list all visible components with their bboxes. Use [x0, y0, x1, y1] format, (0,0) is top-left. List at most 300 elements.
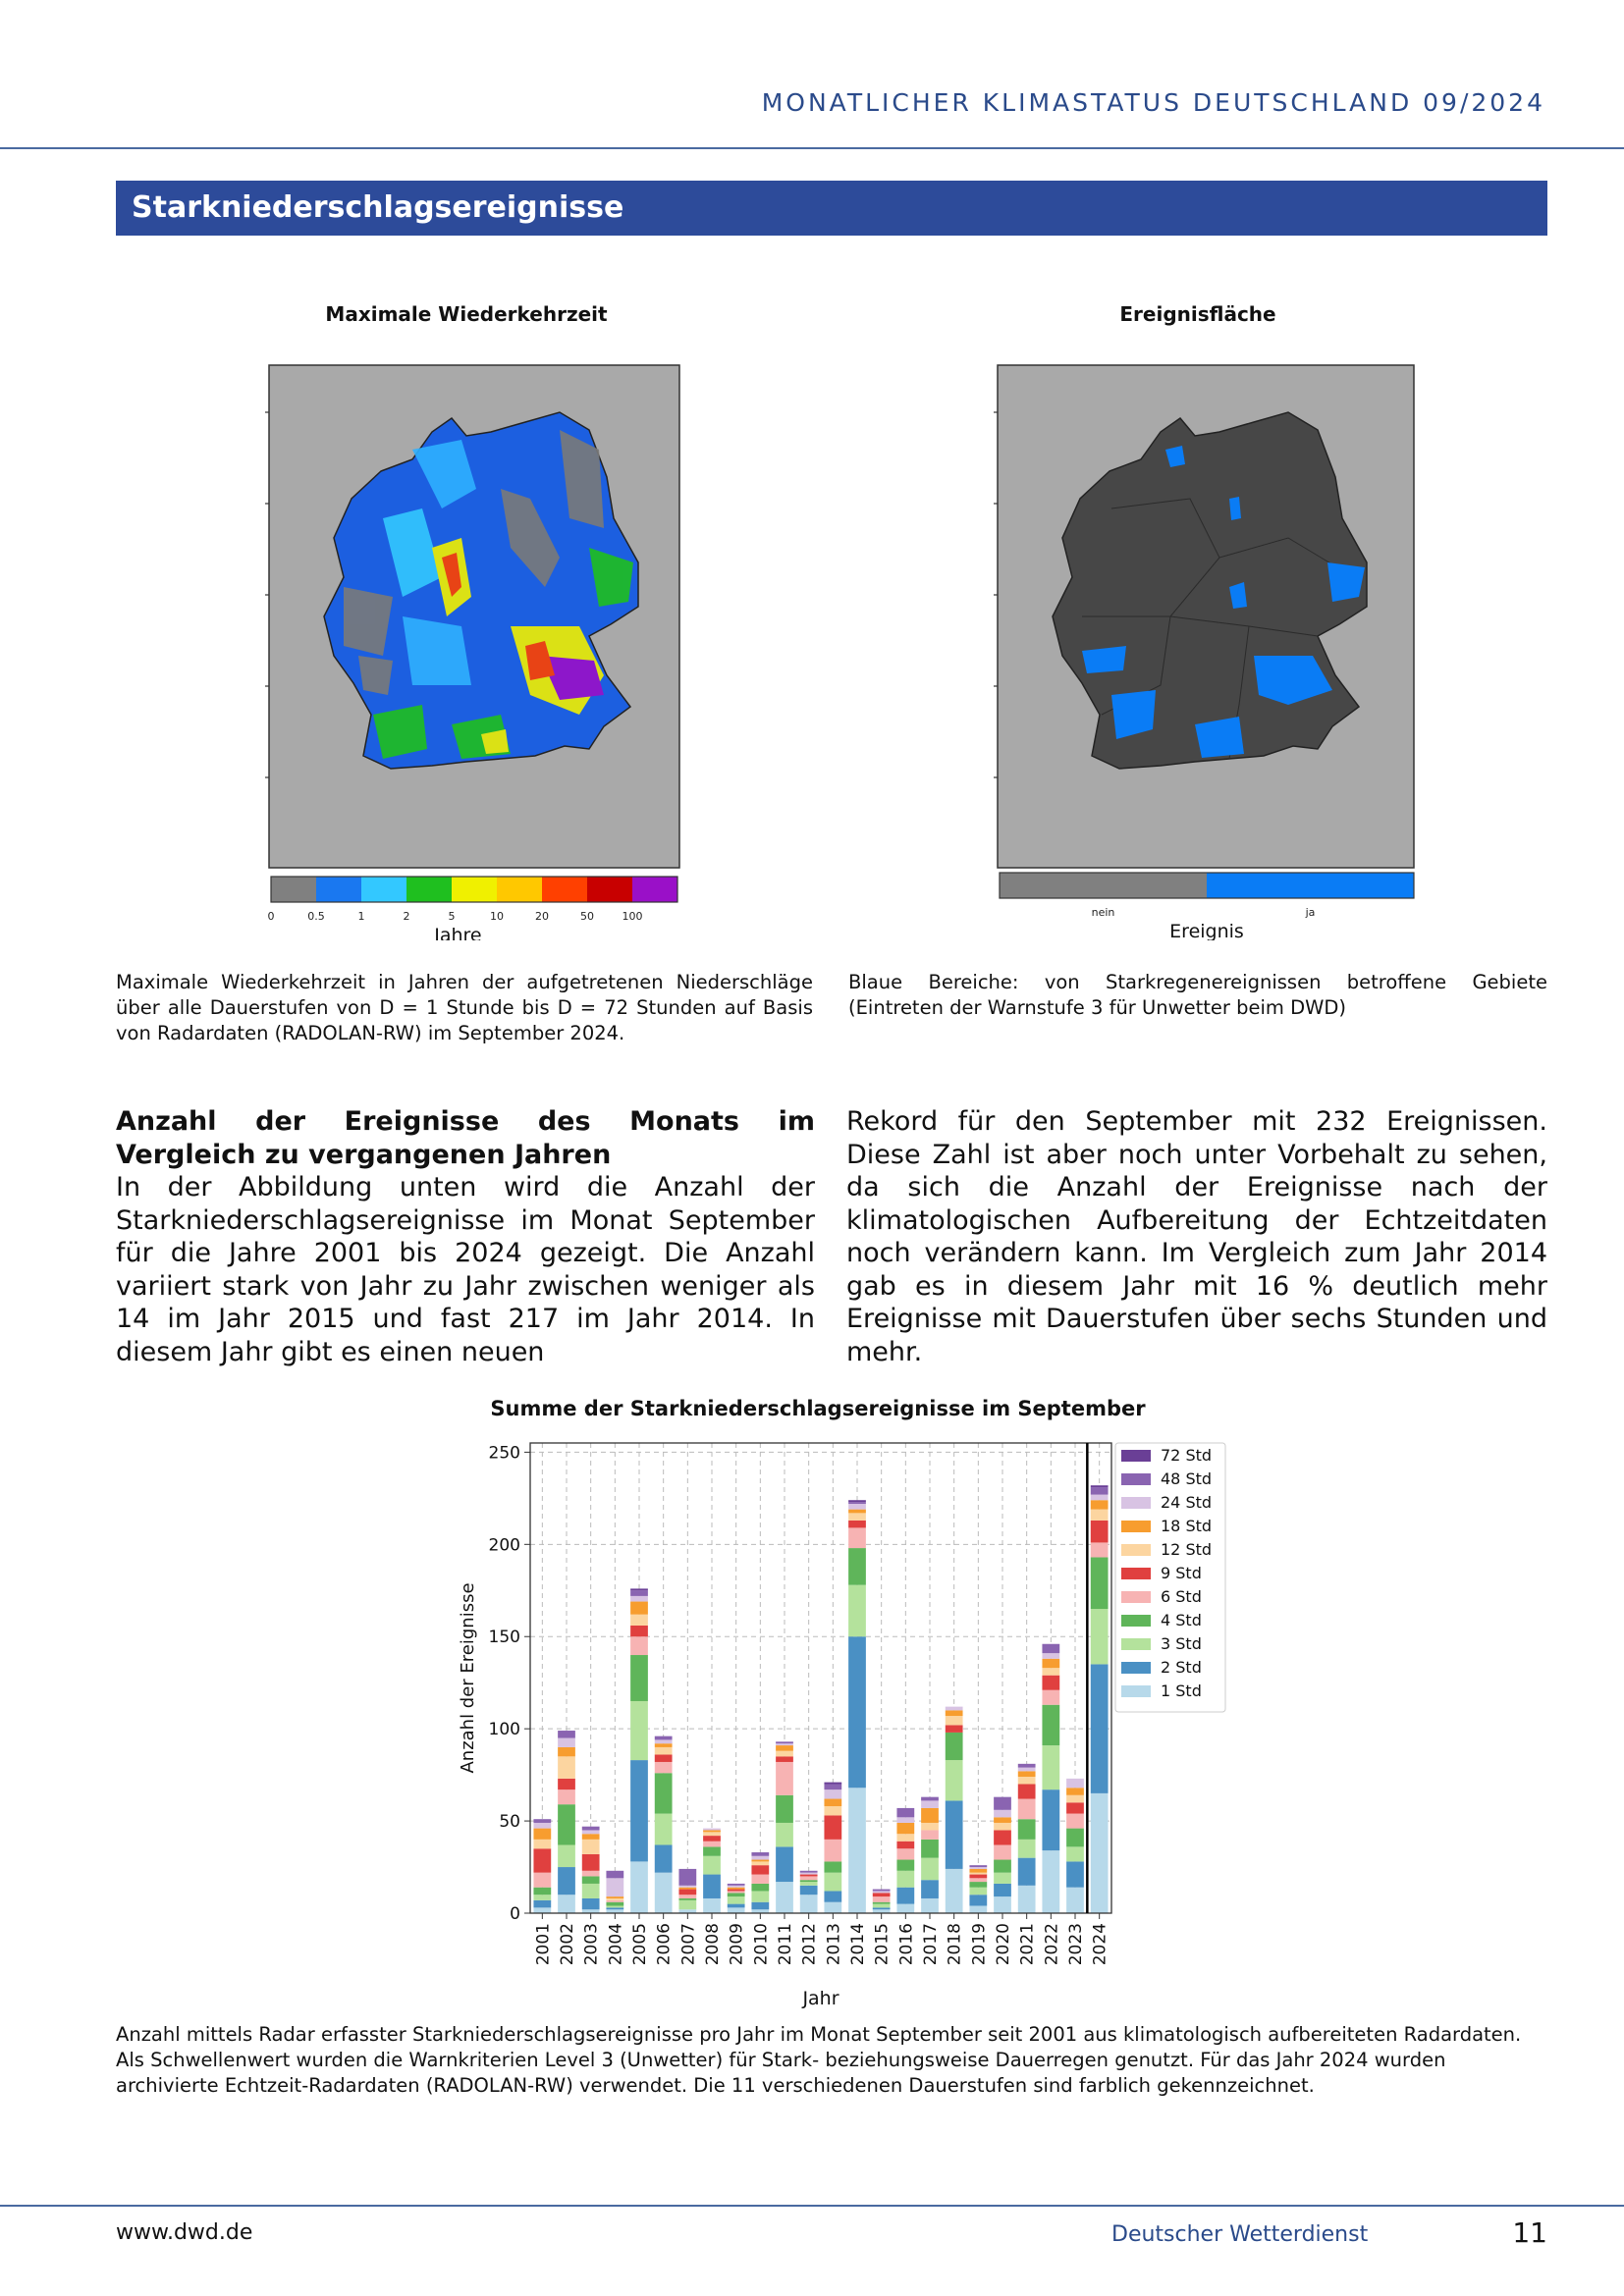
bar-segment [533, 1840, 551, 1848]
bar-segment [994, 1810, 1011, 1818]
colorbar-segment [316, 877, 361, 902]
bar-segment [921, 1858, 939, 1881]
bar-segment [1066, 1795, 1084, 1803]
section-title: Starkniederschlagsereignisse [116, 181, 1547, 236]
bar-segment [824, 1789, 841, 1798]
x-tick-label: 2004 [606, 1923, 626, 1966]
article-right-column [846, 1105, 1547, 1368]
colorbar-tick-label: 50 [580, 910, 594, 923]
bar-segment [1018, 1764, 1036, 1768]
bar-segment [751, 1875, 769, 1884]
bar-segment [873, 1893, 891, 1896]
bar-segment [630, 1588, 648, 1590]
bar-segment [848, 1502, 866, 1504]
report-header-title: MONATLICHER KLIMASTATUS DEUTSCHLAND 09/2024 [761, 88, 1545, 117]
bar-segment [1042, 1745, 1059, 1789]
return-period-map [265, 361, 687, 940]
bar-segment [533, 1823, 551, 1829]
bar-segment [582, 1871, 600, 1877]
bar-segment [776, 1846, 793, 1882]
legend-label: 12 Std [1161, 1540, 1213, 1559]
y-tick-label: 0 [510, 1904, 520, 1924]
colorbar-tick-label: nein [1091, 906, 1115, 919]
x-tick-label: 2012 [799, 1923, 820, 1966]
bar-segment [946, 1725, 963, 1733]
bar-segment [533, 1829, 551, 1840]
event-area-map [994, 361, 1426, 940]
bar-segment [728, 1888, 745, 1890]
bar-segment [946, 1869, 963, 1913]
colorbar-segment [587, 877, 632, 902]
bar-segment [728, 1886, 745, 1888]
x-tick-label: 2008 [703, 1923, 723, 1966]
x-tick-label: 2023 [1066, 1923, 1086, 1966]
bar-segment [921, 1823, 939, 1831]
legend-swatch [1121, 1615, 1151, 1627]
colorbar-tick-label: ja [1305, 906, 1316, 919]
x-tick-label: 2003 [581, 1923, 602, 1966]
bar-segment [1018, 1886, 1036, 1913]
bar-segment [655, 1844, 673, 1872]
header-divider [0, 147, 1624, 149]
bar-segment [558, 1738, 575, 1747]
bar-segment [800, 1873, 818, 1875]
legend-swatch [1121, 1591, 1151, 1603]
article-body-right: Rekord für den September mit 232 Ereignissen. Diese Zahl ist aber noch unter Vorbehalt zu sehen, da sich die Anzahl der Ereignisse nach der klimatologischen Aufbereitung der Echtzeitdaten noch verändern kann. Im Vergleich zum Jahr 2014 gab es in diesem Jahr mit 16 % deutlich mehr Ereignisse mit Dauerstufen über sechs Stunden und mehr. [846, 1106, 1547, 1367]
legend-label: 48 Std [1161, 1469, 1213, 1488]
bar-segment [728, 1884, 745, 1886]
bar-segment [655, 1736, 673, 1740]
bar-segment [873, 1902, 891, 1904]
bar-segment [606, 1907, 623, 1909]
x-tick-label: 2010 [751, 1923, 772, 1966]
bar-segment [800, 1895, 818, 1913]
footer-url[interactable]: www.dwd.de [116, 2220, 253, 2245]
bar-segment [655, 1739, 673, 1743]
x-tick-label: 2019 [969, 1923, 990, 1966]
bar-segment [751, 1902, 769, 1910]
bar-segment [582, 1827, 600, 1831]
x-tick-label: 2020 [994, 1923, 1013, 1966]
bar-segment [630, 1626, 648, 1636]
bar-segment [896, 1904, 914, 1913]
x-tick-label: 2017 [921, 1923, 941, 1966]
bar-segment [896, 1871, 914, 1888]
legend-swatch [1121, 1662, 1151, 1674]
bar-segment [946, 1716, 963, 1725]
bar-segment [1091, 1609, 1109, 1664]
legend-label: 18 Std [1161, 1517, 1213, 1535]
bar-segment [994, 1797, 1011, 1810]
bar-segment [558, 1867, 575, 1895]
bar-segment [1066, 1779, 1084, 1788]
bar-segment [848, 1788, 866, 1913]
colorbar-tick-label: 20 [535, 910, 549, 923]
bar-segment [703, 1846, 721, 1855]
colorbar-segment [632, 877, 677, 902]
colorbar-label: Ereignis [1169, 921, 1244, 940]
bar-segment [776, 1741, 793, 1743]
bar-segment [994, 1884, 1011, 1896]
bar-segment [946, 1760, 963, 1800]
bar-segment [630, 1602, 648, 1615]
bar-segment [800, 1876, 818, 1880]
bar-segment [703, 1875, 721, 1898]
bar-segment [582, 1854, 600, 1871]
bar-segment [703, 1842, 721, 1847]
bar-segment [873, 1891, 891, 1893]
bar-segment [533, 1888, 551, 1896]
legend-label: 72 Std [1161, 1446, 1213, 1465]
x-tick-label: 2002 [558, 1923, 577, 1966]
bar-segment [1066, 1802, 1084, 1813]
article-heading: Anzahl der Ereignisse des Monats im Vergleich zu vergangenen Jahren [116, 1106, 815, 1170]
x-tick-label: 2024 [1090, 1923, 1110, 1966]
bar-segment [630, 1615, 648, 1626]
bar-segment [606, 1905, 623, 1907]
bar-segment [896, 1823, 914, 1834]
bar-segment [921, 1898, 939, 1913]
bar-segment [655, 1773, 673, 1813]
bar-segment [558, 1731, 575, 1738]
bar-segment [1042, 1850, 1059, 1913]
bar-segment [751, 1861, 769, 1865]
bar-segment [800, 1871, 818, 1873]
bar-segment [728, 1896, 745, 1904]
legend-label: 3 Std [1161, 1634, 1202, 1653]
map-right-caption: Blaue Bereiche: von Starkregenereignissen betroffene Gebiete (Eintreten der Warnstufe 3 für Unwetter beim DWD) [848, 971, 1547, 1019]
legend-swatch [1121, 1544, 1151, 1556]
colorbar-tick-label: 10 [490, 910, 504, 923]
x-tick-label: 2006 [654, 1923, 675, 1966]
bar-segment [1018, 1777, 1036, 1785]
y-tick-label: 100 [488, 1720, 520, 1740]
colorbar-label: Jahre [434, 925, 482, 940]
bar-segment [558, 1747, 575, 1756]
bar-segment [921, 1800, 939, 1808]
bar-segment [776, 1795, 793, 1823]
legend-swatch [1121, 1450, 1151, 1462]
bar-segment [1042, 1668, 1059, 1676]
x-tick-label: 2018 [945, 1923, 965, 1966]
bar-segment [582, 1830, 600, 1834]
bar-segment [606, 1900, 623, 1902]
bar-segment [751, 1865, 769, 1874]
bar-segment [1018, 1858, 1036, 1886]
bar-segment [1091, 1500, 1109, 1509]
bar-segment [606, 1896, 623, 1898]
legend-label: 9 Std [1161, 1564, 1202, 1582]
bar-segment [630, 1596, 648, 1602]
bar-segment [606, 1902, 623, 1906]
bar-segment [824, 1891, 841, 1901]
bar-segment [1066, 1829, 1084, 1847]
bar-segment [751, 1856, 769, 1860]
bar-segment [824, 1902, 841, 1913]
bar-segment [1091, 1521, 1109, 1543]
chart-caption: Anzahl mittels Radar erfasster Starkniederschlagsereignisse pro Jahr im Monat September seit 2001 aus klimatologisch aufbereiteten Radardaten. Als Schwellenwert wurden die Warnkriterien Level 3 (Unwetter) für Stark- beziehungsweise Dauerregen genutzt. Für das Jahr 2024 wurden archivierte Echtzeit-Radardaten (RADOLAN-RW) verwendet. Die 11 verschiedenen Dauerstufen sind farblich gekennzeichnet. [116, 2023, 1522, 2097]
legend-swatch [1121, 1685, 1151, 1697]
colorbar-tick-label: 5 [448, 910, 456, 923]
bar-segment [824, 1785, 841, 1790]
bar-segment [776, 1762, 793, 1795]
chart-title: Summe der Starkniederschlagsereignisse im September [490, 1397, 1146, 1420]
bar-segment [896, 1848, 914, 1859]
bar-segment [655, 1754, 673, 1762]
events-chart [448, 1389, 1292, 2021]
bar-segment [703, 1830, 721, 1832]
bar-segment [1066, 1814, 1084, 1829]
colorbar-segment [1000, 873, 1207, 898]
bar-segment [969, 1867, 987, 1869]
bar-segment [582, 1834, 600, 1840]
bar-segment [994, 1817, 1011, 1823]
article-left-column [116, 1105, 815, 1368]
bar-segment [655, 1747, 673, 1755]
legend-label: 2 Std [1161, 1658, 1202, 1677]
colorbar-segment [361, 877, 406, 902]
bar-segment [921, 1840, 939, 1858]
bar-segment [1018, 1799, 1036, 1820]
chart-x-axis-label: Jahr [802, 1988, 839, 2009]
bar-segment [946, 1710, 963, 1716]
colorbar-tick-label: 1 [357, 910, 365, 923]
bar-segment [606, 1871, 623, 1879]
bar-segment [776, 1882, 793, 1913]
bar-segment [776, 1745, 793, 1751]
bar-segment [824, 1799, 841, 1807]
bar-segment [703, 1829, 721, 1831]
bar-segment [848, 1513, 866, 1521]
legend-swatch [1121, 1521, 1151, 1532]
bar-segment [1091, 1557, 1109, 1609]
bar-segment [1042, 1690, 1059, 1705]
bar-segment [533, 1848, 551, 1872]
footer-divider [0, 2205, 1624, 2207]
bar-segment [896, 1888, 914, 1904]
bar-segment [1018, 1840, 1036, 1858]
bar-segment [630, 1861, 648, 1913]
bar-segment [969, 1888, 987, 1896]
colorbar-segment [542, 877, 587, 902]
bar-segment [776, 1823, 793, 1846]
bar-segment [606, 1878, 623, 1896]
legend-label: 6 Std [1161, 1587, 1202, 1606]
bar-segment [896, 1808, 914, 1817]
bar-segment [533, 1900, 551, 1908]
x-tick-label: 2011 [776, 1923, 795, 1966]
bar-segment [558, 1804, 575, 1844]
bar-segment [558, 1895, 575, 1913]
y-tick-label: 200 [488, 1535, 520, 1556]
bar-segment [558, 1844, 575, 1867]
bar-segment [728, 1890, 745, 1892]
bar-segment [533, 1907, 551, 1913]
bar-segment [1091, 1510, 1109, 1521]
bar-segment [630, 1590, 648, 1596]
bar-segment [848, 1500, 866, 1502]
bar-segment [800, 1875, 818, 1877]
bar-segment [848, 1548, 866, 1585]
x-tick-label: 2007 [678, 1923, 699, 1966]
bar-segment [1018, 1819, 1036, 1840]
bar-segment [896, 1842, 914, 1849]
bar-segment [848, 1527, 866, 1548]
bar-segment [533, 1873, 551, 1888]
bar-segment [800, 1886, 818, 1895]
x-tick-label: 2015 [872, 1923, 893, 1966]
bar-segment [630, 1701, 648, 1760]
bar-segment [994, 1860, 1011, 1873]
colorbar-tick-label: 0 [267, 910, 275, 923]
x-tick-label: 2001 [533, 1923, 554, 1966]
bar-segment [728, 1904, 745, 1908]
bar-segment [1018, 1768, 1036, 1772]
bar-segment [728, 1893, 745, 1896]
bar-segment [678, 1900, 696, 1909]
bar-segment [824, 1815, 841, 1839]
bar-segment [728, 1907, 745, 1913]
colorbar-segment [271, 877, 316, 902]
bar-segment [1091, 1485, 1109, 1487]
y-tick-label: 250 [488, 1443, 520, 1464]
bar-segment [655, 1814, 673, 1845]
bar-segment [969, 1873, 987, 1875]
bar-segment [994, 1830, 1011, 1844]
map-left-title: Maximale Wiederkehrzeit [325, 302, 608, 326]
legend-label: 1 Std [1161, 1682, 1202, 1700]
bar-segment [776, 1756, 793, 1762]
bar-segment [800, 1882, 818, 1886]
bar-segment [728, 1891, 745, 1893]
bar-segment [1042, 1676, 1059, 1690]
map-left-caption: Maximale Wiederkehrzeit in Jahren der aufgetretenen Niederschläge über alle Dauerstufen von D = 1 Stunde bis D = 72 Stunden auf Basis von Radardaten (RADOLAN-RW) im September 2024. [116, 971, 813, 1044]
bar-segment [896, 1860, 914, 1871]
x-tick-label: 2013 [824, 1923, 844, 1966]
x-tick-label: 2016 [896, 1923, 917, 1966]
bar-segment [969, 1869, 987, 1873]
bar-segment [1066, 1846, 1084, 1861]
x-tick-label: 2022 [1042, 1923, 1062, 1966]
bar-segment [1042, 1653, 1059, 1659]
chart-legend [1115, 1443, 1225, 1712]
legend-label: 24 Std [1161, 1493, 1213, 1512]
bar-segment [558, 1779, 575, 1789]
bar-segment [969, 1895, 987, 1905]
bar-segment [630, 1760, 648, 1861]
bar-segment [896, 1817, 914, 1823]
bar-segment [994, 1896, 1011, 1913]
bar-segment [630, 1636, 648, 1655]
bar-segment [1042, 1659, 1059, 1668]
colorbar-segment [406, 877, 452, 902]
bar-segment [824, 1840, 841, 1862]
footer-organization: Deutscher Wetterdienst [1111, 2222, 1369, 2247]
bar-segment [678, 1886, 696, 1888]
bar-segment [776, 1743, 793, 1745]
bar-segment [678, 1888, 696, 1890]
bar-segment [1091, 1793, 1109, 1913]
bar-segment [921, 1808, 939, 1823]
bar-segment [921, 1797, 939, 1801]
bar-segment [558, 1789, 575, 1804]
bar-segment [921, 1880, 939, 1898]
bar-segment [655, 1743, 673, 1747]
bar-segment [946, 1800, 963, 1869]
bar-segment [1018, 1785, 1036, 1799]
bar-segment [994, 1823, 1011, 1831]
bar-segment [703, 1856, 721, 1875]
events-stacked-bar-chart [448, 1389, 1292, 2017]
legend-label: 4 Std [1161, 1611, 1202, 1629]
bar-segment [969, 1865, 987, 1867]
bar-segment [678, 1869, 696, 1886]
bar-segment [582, 1898, 600, 1909]
bar-segment [1066, 1788, 1084, 1795]
y-tick-label: 150 [488, 1628, 520, 1648]
bar-segment [1066, 1888, 1084, 1913]
colorbar-segment [497, 877, 542, 902]
y-tick-label: 50 [499, 1812, 520, 1833]
bar-segment [1091, 1542, 1109, 1557]
bar-segment [703, 1898, 721, 1913]
bar-segment [824, 1783, 841, 1785]
bar-segment [969, 1905, 987, 1913]
bar-segment [751, 1852, 769, 1856]
bar-segment [1042, 1644, 1059, 1653]
bar-segment [751, 1891, 769, 1901]
x-tick-label: 2009 [727, 1923, 747, 1966]
legend-swatch [1121, 1638, 1151, 1650]
bar-segment [824, 1873, 841, 1892]
legend-swatch [1121, 1568, 1151, 1579]
bar-segment [873, 1904, 891, 1908]
map-right-title: Ereignisfläche [1119, 302, 1276, 326]
bar-segment [678, 1895, 696, 1898]
bar-segment [703, 1836, 721, 1842]
chart-y-axis-label: Anzahl der Ereignisse [458, 1582, 478, 1774]
bar-segment [896, 1834, 914, 1842]
map-left [265, 361, 687, 944]
bar-segment [873, 1890, 891, 1892]
bar-segment [848, 1636, 866, 1788]
bar-segment [606, 1898, 623, 1900]
bar-segment [848, 1585, 866, 1637]
bar-segment [678, 1890, 696, 1896]
bar-segment [921, 1830, 939, 1839]
bar-segment [655, 1762, 673, 1773]
bar-segment [873, 1907, 891, 1909]
bar-segment [848, 1504, 866, 1510]
map-right [994, 361, 1426, 944]
colorbar-segment [452, 877, 497, 902]
bar-segment [1091, 1487, 1109, 1495]
bar-segment [824, 1806, 841, 1815]
legend-swatch [1121, 1473, 1151, 1485]
bar-segment [1066, 1861, 1084, 1887]
bar-segment [800, 1880, 818, 1882]
bar-segment [582, 1884, 600, 1898]
x-tick-label: 2014 [848, 1923, 868, 1966]
x-tick-label: 2021 [1017, 1923, 1038, 1966]
legend-swatch [1121, 1497, 1151, 1509]
bar-segment [848, 1510, 866, 1514]
bar-segment [582, 1840, 600, 1854]
article-body-left: In der Abbildung unten wird die Anzahl der Starkniederschlagsereignisse im Monat September für die Jahre 2001 bis 2024 gezeigt. Die Anzahl variiert stark von Jahr zu Jahr zwischen weniger als 14 im Jahr 2015 und fast 217 im Jahr 2014. In diesem Jahr gibt es einen neuen [116, 1172, 815, 1367]
page-number: 11 [1512, 2216, 1547, 2249]
bar-segment [655, 1873, 673, 1913]
colorbar-tick-label: 100 [622, 910, 643, 923]
